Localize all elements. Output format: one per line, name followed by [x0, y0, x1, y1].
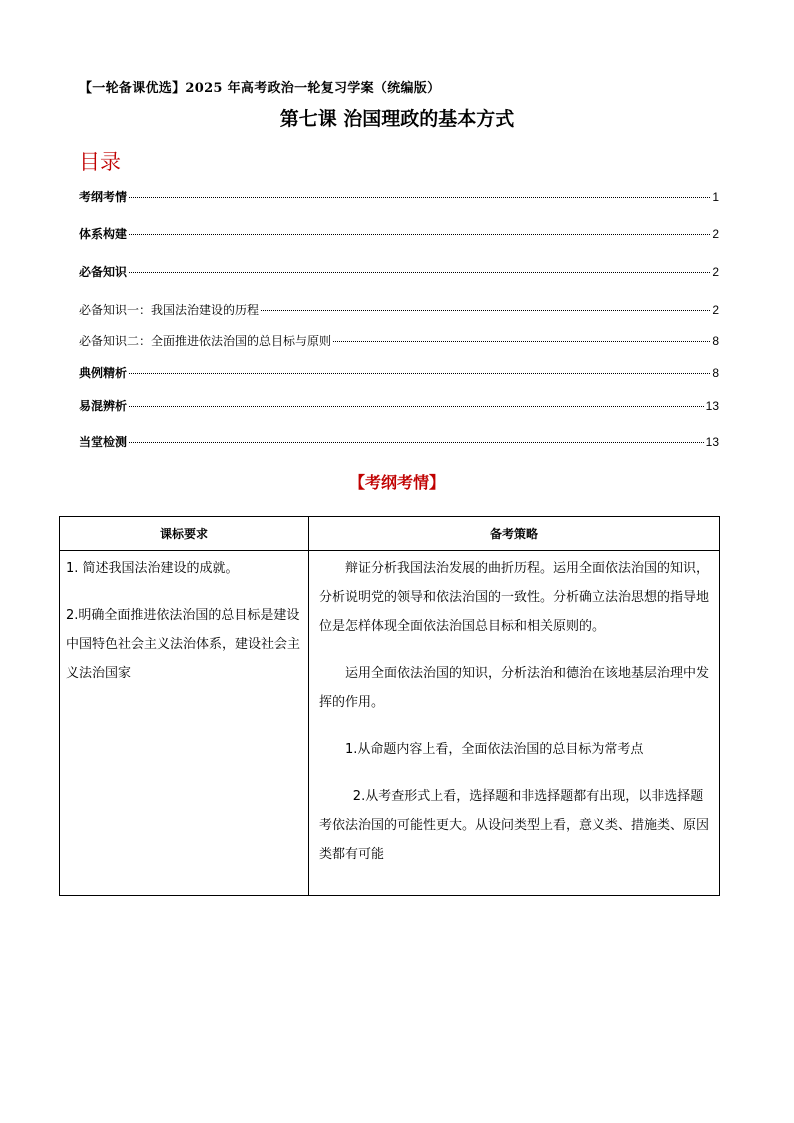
- column-header-requirements: 课标要求: [60, 517, 309, 551]
- toc-item-page: 8: [712, 366, 719, 380]
- section-title: 【考纲考情】: [348, 473, 445, 492]
- table-header-row: [60, 517, 720, 551]
- toc-leader: [129, 197, 710, 198]
- toc-leader: [129, 272, 710, 273]
- toc-leader: [261, 310, 710, 311]
- series-header: 【一轮备课优选】2025 年高考政治一轮复习学案（统编版）: [79, 81, 441, 96]
- toc-leader: [333, 341, 710, 342]
- toc-item-tixi[interactable]: [79, 225, 719, 242]
- strategy-paragraph: 运用全面依法治国的知识，分析法治和德治在该地基层治理中发挥的作用。: [319, 666, 710, 710]
- toc-item-bibei-2[interactable]: [79, 332, 719, 349]
- toc-item-label: 体系构建: [79, 227, 128, 241]
- strategy-cell: [309, 551, 720, 896]
- strategy-paragraph: 辩证分析我国法治发展的曲折历程。运用全面依法治国的知识，分析说明党的领导和依法治国的一致性。分析确立法治思想的指导地位是怎样体现全面依法治国总目标和相关原则的。: [319, 561, 710, 634]
- toc-item-kaogang[interactable]: [79, 188, 719, 205]
- toc-leader: [129, 442, 704, 443]
- toc-item-page: 13: [705, 435, 719, 449]
- toc-item-page: 2: [712, 303, 719, 317]
- toc-item-label: 典例精析: [79, 366, 128, 380]
- toc-item-yihun[interactable]: [79, 397, 719, 414]
- requirement-item: 2.明确全面推进依法治国的总目标是建设中国特色社会主义法治体系，建设社会主义法治国家: [66, 608, 301, 681]
- toc-leader: [129, 373, 710, 374]
- toc-item-label: 必备知识一：我国法治建设的历程: [79, 303, 260, 317]
- toc-item-bibei-1[interactable]: [79, 301, 719, 318]
- toc-item-label: 考纲考情: [79, 190, 128, 204]
- requirements-table: [59, 516, 720, 896]
- toc-leader: [129, 406, 704, 407]
- requirements-cell: [60, 551, 309, 896]
- toc-item-page: 1: [712, 190, 719, 204]
- requirement-item: 1. 简述我国法治建设的成就。: [66, 561, 239, 576]
- toc-item-page: 2: [712, 265, 719, 279]
- toc-leader: [129, 234, 710, 235]
- toc-item-label: 易混辨析: [79, 399, 128, 413]
- toc-item-page: 8: [712, 334, 719, 348]
- toc-item-label: 当堂检测: [79, 435, 128, 449]
- strategy-paragraph: 2.从考查形式上看，选择题和非选择题都有出现，以非选择题考依法治国的可能性更大。从设问类型上看，意义类、措施类、原因类都有可能: [319, 789, 710, 862]
- toc-item-bibei[interactable]: [79, 263, 719, 280]
- toc-item-dangtang[interactable]: [79, 433, 719, 450]
- toc-item-label: 必备知识二：全面推进依法治国的总目标与原则: [79, 334, 332, 348]
- table-row: [60, 551, 720, 896]
- toc-item-page: 2: [712, 227, 719, 241]
- toc-item-page: 13: [705, 399, 719, 413]
- page-title: 第七课 治国理政的基本方式: [279, 108, 515, 130]
- strategy-paragraph: 1.从命题内容上看，全面依法治国的总目标为常考点: [345, 742, 644, 757]
- toc-heading: 目录: [79, 150, 121, 174]
- toc-item-dianli[interactable]: [79, 364, 719, 381]
- toc-item-label: 必备知识: [79, 265, 128, 279]
- column-header-strategy: 备考策略: [309, 517, 720, 551]
